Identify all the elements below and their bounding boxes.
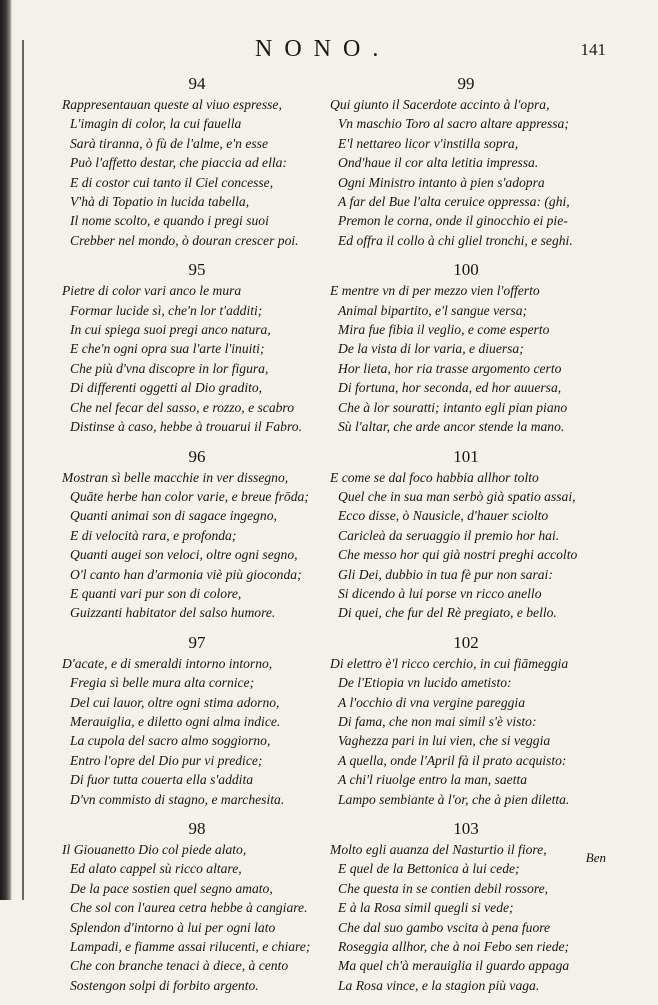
- verse-line: Di elettro è'l ricco cerchio, in cui fiāmeggia: [330, 655, 569, 671]
- verse-line: E mentre vn di per mezzo vien l'offerto: [330, 283, 540, 299]
- verse-line: Pietre di color vari anco le mura: [62, 283, 242, 299]
- verse-line: Caricleà da seruaggio il premio hor hai.: [338, 527, 560, 543]
- verse-line: Distinse à caso, hebbe à trouarui il Fabro.: [70, 419, 302, 435]
- verse-line: Vaghezza pari in lui vien, che si veggia: [338, 733, 551, 749]
- stanza-number: 102: [453, 632, 479, 652]
- verse-line: L'imagin di color, la cui fauella: [70, 116, 242, 132]
- verse-line: E come se dal foco habbia allhor tolto: [330, 469, 539, 485]
- verse-line: Quanti augei son veloci, oltre ogni segno,: [70, 547, 298, 563]
- verse-line: Il nome scolto, e quando i pregi suoi: [70, 213, 269, 229]
- stanza-number: 100: [453, 260, 479, 280]
- verse-line: D'vn commisto di stagno, e marchesita.: [70, 791, 285, 807]
- stanza: [62, 633, 332, 809]
- verse-line: Ond'haue il cor alta letitia impressa.: [338, 155, 539, 171]
- verse-line: A far del Bue l'alta ceruice oppressa: (ghi,: [338, 194, 570, 210]
- stanza-number: 103: [453, 819, 479, 838]
- verse-line: Di fuor tutta couerta ella s'addita: [70, 772, 254, 788]
- verse-line: D'acate, e di smeraldi intorno intorno,: [62, 655, 273, 671]
- stanza-number: 94: [188, 74, 206, 93]
- verse-line: Che dal suo gambo vscita à pena fuore: [338, 919, 551, 935]
- verse-line: Ogni Ministro intanto à pien s'adopra: [338, 174, 545, 190]
- verse-line: Vn maschio Toro al sacro altare appressa;: [338, 116, 569, 132]
- verse-line: A quella, onde l'April fà il prato acquisto:: [338, 752, 567, 768]
- verse-line: Che più d'vna discopre in lor figura,: [70, 360, 269, 376]
- stanza: [62, 447, 332, 623]
- verse-line: Ed offra il collo à chi gliel tronchi, e seghi.: [338, 232, 573, 248]
- verse-line: Guizzanti habitator del salso humore.: [70, 605, 276, 621]
- verse-line: Ma quel ch'à merauiglia il guardo appaga: [338, 958, 570, 974]
- verse-line: In cui spiega suoi pregi anco natura,: [70, 322, 271, 338]
- verse-line: Sostengon solpi di forbito argento.: [70, 977, 259, 993]
- verse-line: De la pace sostien quel segno amato,: [70, 880, 273, 896]
- stanza: [330, 260, 602, 436]
- stanza: [62, 819, 332, 995]
- verse-line: Che nel fecar del sasso, e rozzo, e scabro: [70, 399, 295, 415]
- verse-line: A l'occhio di vna vergine pareggia: [338, 694, 526, 710]
- verse-line: Il Giouanetto Dio col piede alato,: [62, 842, 247, 857]
- verse-line: Che messo hor qui già nostri preghi accolto: [338, 547, 578, 563]
- verse-line: Roseggia allhor, che à noi Febo sen riede;: [338, 939, 570, 955]
- verse-line: E à la Rosa simil quegli si vede;: [338, 900, 514, 916]
- verse-line: Di quei, che fur del Rè pregiato, e bello.: [338, 605, 557, 621]
- verse-line: Fregia sì belle mura alta cornice;: [70, 675, 255, 691]
- catchword: Ben: [585, 850, 606, 865]
- verse-line: Mostran sì belle macchie in ver dissegno,: [62, 469, 289, 485]
- verse-line: Lampo sembiante à l'or, che à pien diletta.: [338, 791, 570, 807]
- left-column: [62, 74, 332, 1005]
- verse-line: Può l'affetto destar, che piaccia ad ella:: [70, 155, 287, 171]
- verse-line: Mira fue fibia il veglio, e come esperto: [338, 322, 550, 338]
- verse-line: E'l nettareo licor v'instilla sopra,: [338, 135, 519, 151]
- verse-line: Ecco disse, ò Nausicle, d'hauer sciolto: [338, 508, 549, 524]
- stanza: [62, 74, 332, 250]
- verse-line: Di fortuna, hor seconda, ed hor auuersa,: [338, 380, 562, 396]
- stanza: [330, 74, 602, 250]
- verse-line: Quanti animai son di sagace ingegno,: [70, 508, 277, 524]
- page-number: 141: [580, 40, 606, 59]
- verse-line: La Rosa vince, e la stagion più vaga.: [338, 977, 540, 993]
- verse-line: Premon le corna, onde il ginocchio ei pie-: [338, 213, 568, 229]
- stanza-number: 97: [188, 632, 206, 652]
- verse-line: Quāte herbe han color varie, e breue frōda;: [70, 488, 309, 504]
- verse-line: E che'n ogni opra sua l'arte l'inuiti;: [70, 341, 265, 357]
- verse-line: Lampadi, e fiamme assai rilucenti, e chiare;: [70, 939, 311, 955]
- verse-line: Hor lieta, hor ria trasse argomento certo: [338, 360, 562, 376]
- stanza: [330, 447, 602, 623]
- verse-line: Ed alato cappel sù ricco altare,: [70, 861, 242, 877]
- verse-line: Che con branche tenaci à diece, à cento: [70, 958, 289, 974]
- verse-line: De l'Etiopia vn lucido ametisto:: [338, 675, 512, 691]
- verse-line: Merauiglia, e diletto ogni alma indice.: [70, 713, 281, 729]
- right-column: [330, 74, 602, 1005]
- verse-line: Animal bipartito, e'l sangue versa;: [338, 302, 528, 318]
- verse-line: Splendon d'intorno à lui per ogni lato: [70, 919, 276, 935]
- page-binding-shadow: [0, 0, 12, 900]
- verse-line: Qui giunto il Sacerdote accinto à l'opra,: [330, 97, 550, 112]
- stanza-number: 95: [188, 260, 206, 280]
- verse-line: V'hà di Topatio in lucida tabella,: [70, 194, 250, 210]
- verse-line: Che questa in se contien debil rossore,: [338, 880, 549, 896]
- stanza-number: 98: [188, 819, 206, 838]
- verse-line: De la vista di lor varia, e diuersa;: [338, 341, 524, 357]
- verse-line: Di fama, che non mai simil s'è visto:: [338, 713, 537, 729]
- binding-rule: [22, 40, 24, 900]
- verse-line: E quel de la Bettonica à lui cede;: [338, 861, 520, 877]
- verse-line: Gli Dei, dubbio in tua fè pur non sarai:: [338, 566, 553, 582]
- verse-line: Formar lucide sì, che'n lor t'additi;: [70, 302, 263, 318]
- verse-line: E quanti vari pur son di colore,: [70, 585, 242, 601]
- verse-line: Sarà tiranna, ò fù de l'alme, e'n esse: [70, 135, 268, 151]
- stanza-number: 101: [453, 446, 479, 466]
- verse-line: Di differenti oggetti al Dio gradito,: [70, 380, 263, 396]
- verse-line: Molto egli auanza del Nasturtio il fiore,: [330, 842, 547, 857]
- verse-line: Crebber nel mondo, ò douran crescer poi.: [70, 232, 299, 248]
- stanza: [62, 260, 332, 436]
- verse-line: Che à lor souratti; intanto egli pian piano: [338, 399, 568, 415]
- stanza: [330, 633, 602, 809]
- verse-line: Si dicendo à lui porse vn ricco anello: [338, 585, 542, 601]
- stanza: [330, 819, 602, 995]
- verse-line: Quel che in sua man serbò già spatio assai,: [338, 488, 576, 504]
- verse-line: La cupola del sacro almo soggiorno,: [70, 733, 271, 749]
- verse-line: Del cui lauor, oltre ogni stima adorno,: [70, 694, 280, 710]
- verse-line: Rappresentauan queste al viuo espresse,: [62, 97, 282, 112]
- verse-line: E di velocità rara, e profonda;: [70, 527, 237, 543]
- running-head: NONO.: [255, 36, 391, 62]
- verse-line: A chi'l riuolge entro la man, saetta: [338, 772, 528, 788]
- verse-line: O'l canto han d'armonia viè più gioconda;: [70, 566, 302, 582]
- verse-line: E di costor cui tanto il Ciel concesse,: [70, 174, 274, 190]
- verse-line: Sù l'altar, che arde ancor stende la mano.: [338, 419, 565, 435]
- verse-line: Entro l'opre del Dio pur vi predice;: [70, 752, 263, 768]
- stanza-number: 99: [457, 74, 475, 93]
- verse-line: Che sol con l'aurea cetra hebbe à cangiare.: [70, 900, 308, 916]
- stanza-number: 96: [188, 446, 206, 466]
